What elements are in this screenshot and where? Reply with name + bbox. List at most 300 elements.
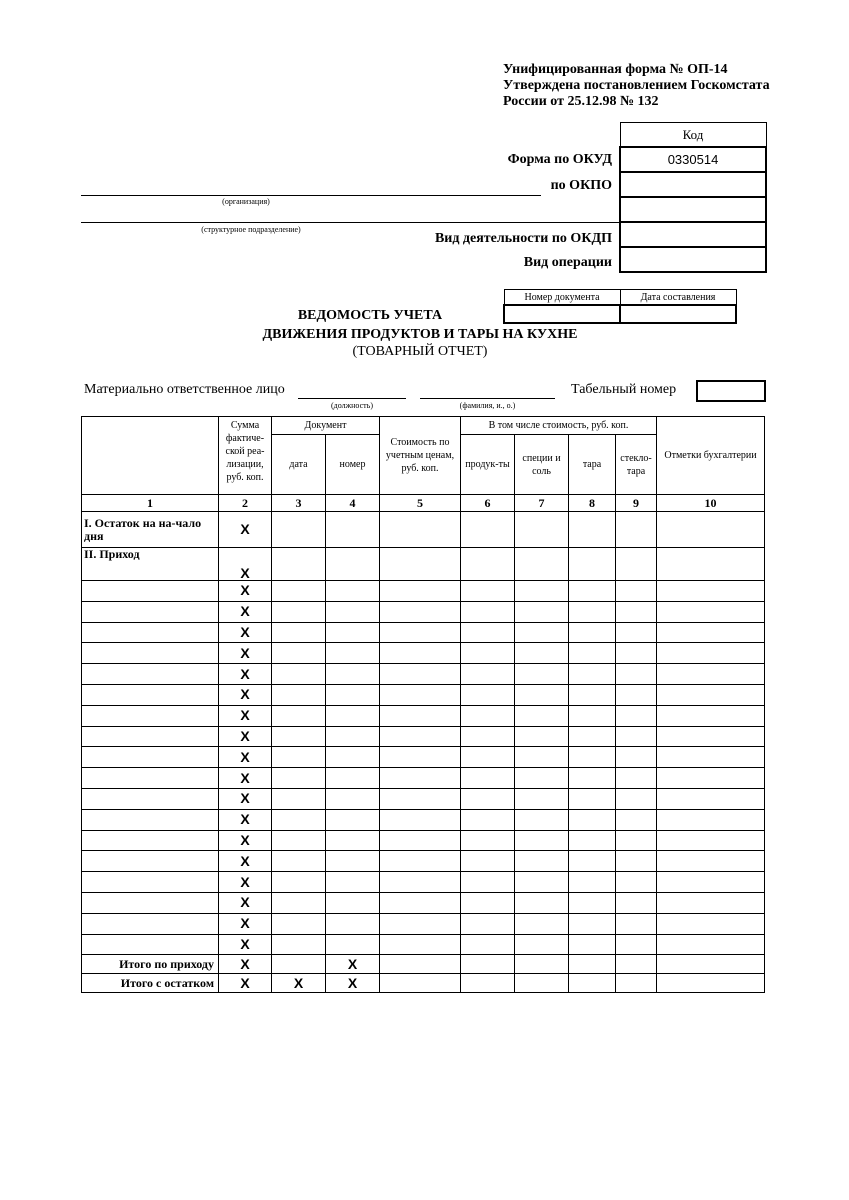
- table-cell[interactable]: [515, 512, 569, 548]
- table-cell[interactable]: [657, 581, 765, 602]
- table-cell[interactable]: [616, 581, 657, 602]
- x-mark: X: [326, 974, 380, 993]
- blank-code-value[interactable]: [620, 197, 766, 222]
- okdp-label: Вид деятельности по ОКДП: [434, 231, 612, 246]
- table-cell[interactable]: [272, 726, 326, 747]
- income-entry-row: [82, 913, 765, 934]
- income-entry-row: [82, 601, 765, 622]
- table-cell[interactable]: [82, 684, 219, 705]
- table-cell[interactable]: [616, 684, 657, 705]
- table-cell[interactable]: [82, 664, 219, 685]
- table-cell[interactable]: [326, 643, 380, 664]
- x-mark: X: [219, 601, 272, 622]
- table-cell[interactable]: [326, 705, 380, 726]
- table-cell[interactable]: [380, 643, 461, 664]
- x-mark: X: [272, 974, 326, 993]
- x-mark: X: [219, 851, 272, 872]
- table-cell[interactable]: [569, 726, 616, 747]
- table-cell[interactable]: [326, 830, 380, 851]
- table-cell[interactable]: [515, 788, 569, 809]
- table-cell[interactable]: [569, 892, 616, 913]
- table-cell[interactable]: [616, 830, 657, 851]
- table-cell[interactable]: [380, 684, 461, 705]
- table-cell[interactable]: [380, 548, 461, 581]
- table-cell[interactable]: [461, 768, 515, 789]
- position-caption: (должность): [331, 401, 373, 410]
- header-col2: Сумма фактиче-ской реа-лизации, руб. коп.: [219, 417, 272, 495]
- table-cell[interactable]: [657, 726, 765, 747]
- table-cell[interactable]: [616, 934, 657, 955]
- income-entry-row: [82, 768, 765, 789]
- codes-table: [619, 122, 767, 273]
- x-mark: X: [219, 830, 272, 851]
- table-cell[interactable]: [657, 622, 765, 643]
- table-cell[interactable]: [272, 622, 326, 643]
- table-cell[interactable]: [461, 512, 515, 548]
- table-cell[interactable]: [82, 601, 219, 622]
- table-cell[interactable]: [569, 788, 616, 809]
- table-cell[interactable]: [616, 851, 657, 872]
- income-label: II. Приход: [82, 548, 219, 581]
- table-cell[interactable]: [82, 809, 219, 830]
- income-entry-row: [82, 830, 765, 851]
- table-cell[interactable]: [272, 892, 326, 913]
- x-mark: X: [219, 684, 272, 705]
- tabnum-field[interactable]: [696, 380, 766, 402]
- table-cell[interactable]: [272, 705, 326, 726]
- table-cell[interactable]: [569, 548, 616, 581]
- table-cell[interactable]: [569, 747, 616, 768]
- x-mark: X: [219, 747, 272, 768]
- income-row: [82, 548, 765, 581]
- header-col10: Отметки бухгалтерии: [657, 417, 765, 495]
- table-cell[interactable]: [326, 788, 380, 809]
- table-cell[interactable]: [380, 622, 461, 643]
- table-cell[interactable]: [657, 664, 765, 685]
- okud-value[interactable]: 0330514: [620, 147, 766, 172]
- income-entry-row: [82, 809, 765, 830]
- table-cell[interactable]: [616, 747, 657, 768]
- table-cell[interactable]: [616, 892, 657, 913]
- table-cell[interactable]: [82, 581, 219, 602]
- table-cell[interactable]: [461, 684, 515, 705]
- income-entry-row: [82, 664, 765, 685]
- table-cell[interactable]: [326, 768, 380, 789]
- table-cell[interactable]: [272, 643, 326, 664]
- table-cell[interactable]: [616, 601, 657, 622]
- table-cell[interactable]: [569, 934, 616, 955]
- table-cell[interactable]: [82, 872, 219, 893]
- document-date-label: Дата составления: [620, 290, 736, 306]
- total-with-balance-label: Итого с остатком: [82, 974, 219, 993]
- table-cell[interactable]: [82, 747, 219, 768]
- table-cell[interactable]: [657, 705, 765, 726]
- table-cell[interactable]: [569, 622, 616, 643]
- name-caption: (фамилия, и., о.): [459, 401, 516, 410]
- col-number: 1: [82, 495, 219, 512]
- table-cell[interactable]: [569, 955, 616, 974]
- table-cell[interactable]: [657, 955, 765, 974]
- table-cell[interactable]: [515, 548, 569, 581]
- table-cell[interactable]: [569, 809, 616, 830]
- table-cell[interactable]: [82, 830, 219, 851]
- document-number-table: [503, 289, 737, 324]
- table-cell[interactable]: [272, 548, 326, 581]
- table-cell[interactable]: [380, 726, 461, 747]
- table-cell[interactable]: [569, 684, 616, 705]
- table-cell[interactable]: [82, 788, 219, 809]
- table-cell[interactable]: [569, 974, 616, 993]
- table-cell[interactable]: [616, 809, 657, 830]
- x-mark: X: [219, 664, 272, 685]
- table-cell[interactable]: [326, 872, 380, 893]
- table-cell[interactable]: [657, 809, 765, 830]
- table-cell[interactable]: [461, 643, 515, 664]
- table-cell[interactable]: [657, 512, 765, 548]
- table-cell[interactable]: [82, 622, 219, 643]
- table-cell[interactable]: [657, 851, 765, 872]
- income-entry-row: [82, 872, 765, 893]
- x-mark: X: [219, 955, 272, 974]
- table-cell[interactable]: [272, 747, 326, 768]
- x-mark: X: [219, 934, 272, 955]
- total-income-row: [82, 955, 765, 974]
- table-cell[interactable]: [82, 934, 219, 955]
- table-cell[interactable]: [272, 851, 326, 872]
- table-cell[interactable]: [82, 643, 219, 664]
- table-cell[interactable]: [272, 934, 326, 955]
- table-cell[interactable]: [380, 872, 461, 893]
- x-mark: X: [326, 955, 380, 974]
- x-mark: X: [219, 705, 272, 726]
- table-cell[interactable]: [569, 705, 616, 726]
- okdp-value[interactable]: [620, 222, 766, 247]
- income-entry-row: [82, 622, 765, 643]
- table-cell[interactable]: [272, 788, 326, 809]
- table-cell[interactable]: [82, 705, 219, 726]
- table-cell[interactable]: [515, 643, 569, 664]
- position-line[interactable]: [298, 398, 406, 399]
- table-cell[interactable]: [616, 872, 657, 893]
- table-cell[interactable]: [515, 851, 569, 872]
- table-cell[interactable]: [272, 601, 326, 622]
- x-mark: X: [219, 913, 272, 934]
- table-cell[interactable]: [657, 974, 765, 993]
- income-entry-row: [82, 705, 765, 726]
- header-document-group: Документ: [272, 417, 380, 435]
- main-table: [81, 416, 765, 993]
- okpo-value[interactable]: [620, 172, 766, 197]
- table-cell[interactable]: [616, 955, 657, 974]
- income-entry-row: [82, 581, 765, 602]
- header-group-6-9: В том числе стоимость, руб. коп.: [461, 417, 657, 435]
- table-cell[interactable]: [326, 809, 380, 830]
- form-header-line3: России от 25.12.98 № 132: [503, 94, 659, 109]
- table-cell[interactable]: [272, 830, 326, 851]
- operation-value[interactable]: [620, 247, 766, 272]
- col-number: 8: [569, 495, 616, 512]
- income-entry-row: [82, 788, 765, 809]
- table-cell[interactable]: [515, 581, 569, 602]
- table-cell[interactable]: [657, 747, 765, 768]
- table-cell[interactable]: [657, 872, 765, 893]
- table-cell[interactable]: [657, 788, 765, 809]
- table-cell[interactable]: [515, 872, 569, 893]
- title-line2: ДВИЖЕНИЯ ПРОДУКТОВ И ТАРЫ НА КУХНЕ: [262, 327, 578, 342]
- table-cell[interactable]: [461, 788, 515, 809]
- table-cell[interactable]: [569, 768, 616, 789]
- income-entry-row: [82, 643, 765, 664]
- table-cell[interactable]: [657, 601, 765, 622]
- table-cell[interactable]: [657, 548, 765, 581]
- table-cell[interactable]: [380, 809, 461, 830]
- table-cell[interactable]: [461, 581, 515, 602]
- table-cell[interactable]: [515, 684, 569, 705]
- table-cell[interactable]: [515, 830, 569, 851]
- table-cell[interactable]: [515, 664, 569, 685]
- table-cell[interactable]: [380, 974, 461, 993]
- table-cell[interactable]: [515, 809, 569, 830]
- opening-balance-label: I. Остаток на на-чало дня: [82, 512, 219, 548]
- table-cell[interactable]: [616, 726, 657, 747]
- table-cell[interactable]: [657, 684, 765, 705]
- form-header-line2: Утверждена постановлением Госкомстата: [503, 78, 770, 93]
- table-cell[interactable]: [326, 622, 380, 643]
- x-mark: X: [219, 768, 272, 789]
- table-cell[interactable]: [569, 512, 616, 548]
- table-cell[interactable]: [272, 872, 326, 893]
- organization-line[interactable]: [81, 195, 541, 196]
- x-mark: X: [219, 809, 272, 830]
- x-mark: X: [219, 643, 272, 664]
- table-cell[interactable]: [82, 726, 219, 747]
- table-cell[interactable]: [657, 913, 765, 934]
- x-mark: X: [219, 974, 272, 993]
- form-header: [503, 62, 770, 110]
- operation-label: Вид операции: [523, 255, 612, 270]
- form-header-line1: Унифицированная форма № ОП-14: [503, 62, 728, 77]
- x-mark: X: [219, 788, 272, 809]
- table-cell[interactable]: [82, 851, 219, 872]
- x-mark: X: [219, 872, 272, 893]
- table-cell[interactable]: [272, 581, 326, 602]
- table-cell[interactable]: [461, 851, 515, 872]
- table-cell[interactable]: [326, 934, 380, 955]
- x-mark: X: [219, 581, 272, 602]
- table-cell[interactable]: [326, 548, 380, 581]
- okud-label: Форма по ОКУД: [507, 152, 612, 167]
- col-number: 10: [657, 495, 765, 512]
- table-cell[interactable]: [515, 705, 569, 726]
- table-cell[interactable]: [515, 622, 569, 643]
- table-cell[interactable]: [657, 643, 765, 664]
- table-cell[interactable]: [272, 955, 326, 974]
- table-cell[interactable]: [657, 768, 765, 789]
- x-mark: X: [219, 622, 272, 643]
- table-cell[interactable]: [380, 768, 461, 789]
- table-cell[interactable]: [616, 768, 657, 789]
- header-col5: Стоимость по учетным ценам, руб. коп.: [380, 417, 461, 495]
- table-cell[interactable]: [569, 851, 616, 872]
- x-mark: X: [219, 726, 272, 747]
- department-caption: (структурное подразделение): [201, 225, 301, 234]
- document-number-value[interactable]: [504, 305, 620, 323]
- table-cell[interactable]: [657, 934, 765, 955]
- table-cell[interactable]: [616, 512, 657, 548]
- col-number: 3: [272, 495, 326, 512]
- header-col8: тара: [569, 435, 616, 495]
- income-entry-row: [82, 684, 765, 705]
- col-number: 5: [380, 495, 461, 512]
- table-cell[interactable]: [272, 768, 326, 789]
- department-line[interactable]: [81, 222, 619, 223]
- table-cell[interactable]: [515, 747, 569, 768]
- col-number: 9: [616, 495, 657, 512]
- opening-balance-row: [82, 512, 765, 548]
- income-entry-row: [82, 747, 765, 768]
- table-cell[interactable]: [272, 684, 326, 705]
- col-number: 4: [326, 495, 380, 512]
- document-date-value[interactable]: [620, 305, 736, 323]
- header-col7: специи и соль: [515, 435, 569, 495]
- table-cell[interactable]: [616, 974, 657, 993]
- table-cell[interactable]: [569, 664, 616, 685]
- table-cell[interactable]: [326, 747, 380, 768]
- table-cell[interactable]: [461, 872, 515, 893]
- table-cell[interactable]: [380, 830, 461, 851]
- total-with-balance-row: [82, 974, 765, 993]
- table-cell[interactable]: [461, 726, 515, 747]
- table-cell[interactable]: [380, 934, 461, 955]
- table-cell[interactable]: [461, 622, 515, 643]
- table-cell[interactable]: [326, 601, 380, 622]
- column-numbers-row: [82, 495, 765, 512]
- table-cell[interactable]: [82, 892, 219, 913]
- table-cell[interactable]: [515, 892, 569, 913]
- table-cell[interactable]: [326, 684, 380, 705]
- table-cell[interactable]: [461, 809, 515, 830]
- table-cell[interactable]: [461, 747, 515, 768]
- table-cell[interactable]: [461, 705, 515, 726]
- income-entry-row: [82, 851, 765, 872]
- table-cell[interactable]: [616, 622, 657, 643]
- total-income-label: Итого по приходу: [82, 955, 219, 974]
- table-cell[interactable]: [461, 548, 515, 581]
- table-cell[interactable]: [569, 581, 616, 602]
- table-cell[interactable]: [569, 830, 616, 851]
- table-cell[interactable]: [616, 705, 657, 726]
- income-entry-row: [82, 726, 765, 747]
- table-cell[interactable]: [657, 830, 765, 851]
- header-col6: продук-ты: [461, 435, 515, 495]
- table-cell[interactable]: [616, 643, 657, 664]
- table-cell[interactable]: [515, 955, 569, 974]
- table-cell[interactable]: [326, 512, 380, 548]
- table-cell[interactable]: [515, 726, 569, 747]
- name-line[interactable]: [420, 398, 555, 399]
- table-cell[interactable]: [380, 747, 461, 768]
- table-cell[interactable]: [380, 601, 461, 622]
- organization-caption: (организация): [222, 197, 270, 206]
- col-number: 6: [461, 495, 515, 512]
- table-cell[interactable]: [326, 892, 380, 913]
- header-col4: номер: [326, 435, 380, 495]
- tabnum-label: Табельный номер: [571, 382, 677, 397]
- income-entry-row: [82, 934, 765, 955]
- header-col1: [82, 417, 219, 495]
- table-cell[interactable]: [616, 664, 657, 685]
- title-line1: ВЕДОМОСТЬ УЧЕТА: [297, 308, 443, 323]
- table-cell[interactable]: [326, 726, 380, 747]
- table-cell[interactable]: [326, 851, 380, 872]
- table-cell[interactable]: [326, 913, 380, 934]
- table-cell[interactable]: [380, 892, 461, 913]
- table-cell[interactable]: [569, 913, 616, 934]
- table-cell[interactable]: [461, 830, 515, 851]
- table-cell[interactable]: [515, 974, 569, 993]
- table-cell[interactable]: [380, 664, 461, 685]
- table-cell[interactable]: [380, 851, 461, 872]
- table-cell[interactable]: [461, 974, 515, 993]
- table-cell[interactable]: [380, 581, 461, 602]
- table-cell[interactable]: [515, 913, 569, 934]
- table-cell[interactable]: [380, 705, 461, 726]
- col-number: 2: [219, 495, 272, 512]
- table-cell[interactable]: [616, 548, 657, 581]
- x-mark: X: [219, 892, 272, 913]
- table-cell[interactable]: [616, 788, 657, 809]
- table-cell[interactable]: [380, 955, 461, 974]
- codes-title: Код: [620, 123, 766, 148]
- table-cell[interactable]: [380, 913, 461, 934]
- table-cell[interactable]: [326, 664, 380, 685]
- table-cell[interactable]: [272, 512, 326, 548]
- table-cell[interactable]: [461, 664, 515, 685]
- okpo-label: по ОКПО: [550, 178, 612, 193]
- table-cell[interactable]: [515, 601, 569, 622]
- table-cell[interactable]: [657, 892, 765, 913]
- table-cell[interactable]: [272, 913, 326, 934]
- table-cell[interactable]: [461, 934, 515, 955]
- table-cell[interactable]: [569, 872, 616, 893]
- header-col9: стекло-тара: [616, 435, 657, 495]
- table-cell[interactable]: [461, 601, 515, 622]
- x-mark: X: [219, 512, 272, 548]
- table-cell[interactable]: [272, 809, 326, 830]
- table-cell[interactable]: [515, 934, 569, 955]
- header-col3: дата: [272, 435, 326, 495]
- title-line3: (ТОВАРНЫЙ ОТЧЕТ): [352, 344, 488, 359]
- table-cell[interactable]: [380, 788, 461, 809]
- col-number: 7: [515, 495, 569, 512]
- table-cell[interactable]: [569, 643, 616, 664]
- table-cell[interactable]: [569, 601, 616, 622]
- income-entry-row: [82, 892, 765, 913]
- table-cell[interactable]: [616, 913, 657, 934]
- table-cell[interactable]: [82, 913, 219, 934]
- table-cell[interactable]: [461, 892, 515, 913]
- responsible-label: Материально ответственное лицо: [84, 382, 285, 397]
- table-cell[interactable]: [380, 512, 461, 548]
- income-rows: [82, 581, 765, 955]
- table-cell[interactable]: [82, 768, 219, 789]
- table-cell[interactable]: [326, 581, 380, 602]
- table-cell[interactable]: [515, 768, 569, 789]
- table-cell[interactable]: [461, 955, 515, 974]
- document-number-label: Номер документа: [504, 290, 620, 306]
- table-cell[interactable]: [272, 664, 326, 685]
- table-cell[interactable]: [461, 913, 515, 934]
